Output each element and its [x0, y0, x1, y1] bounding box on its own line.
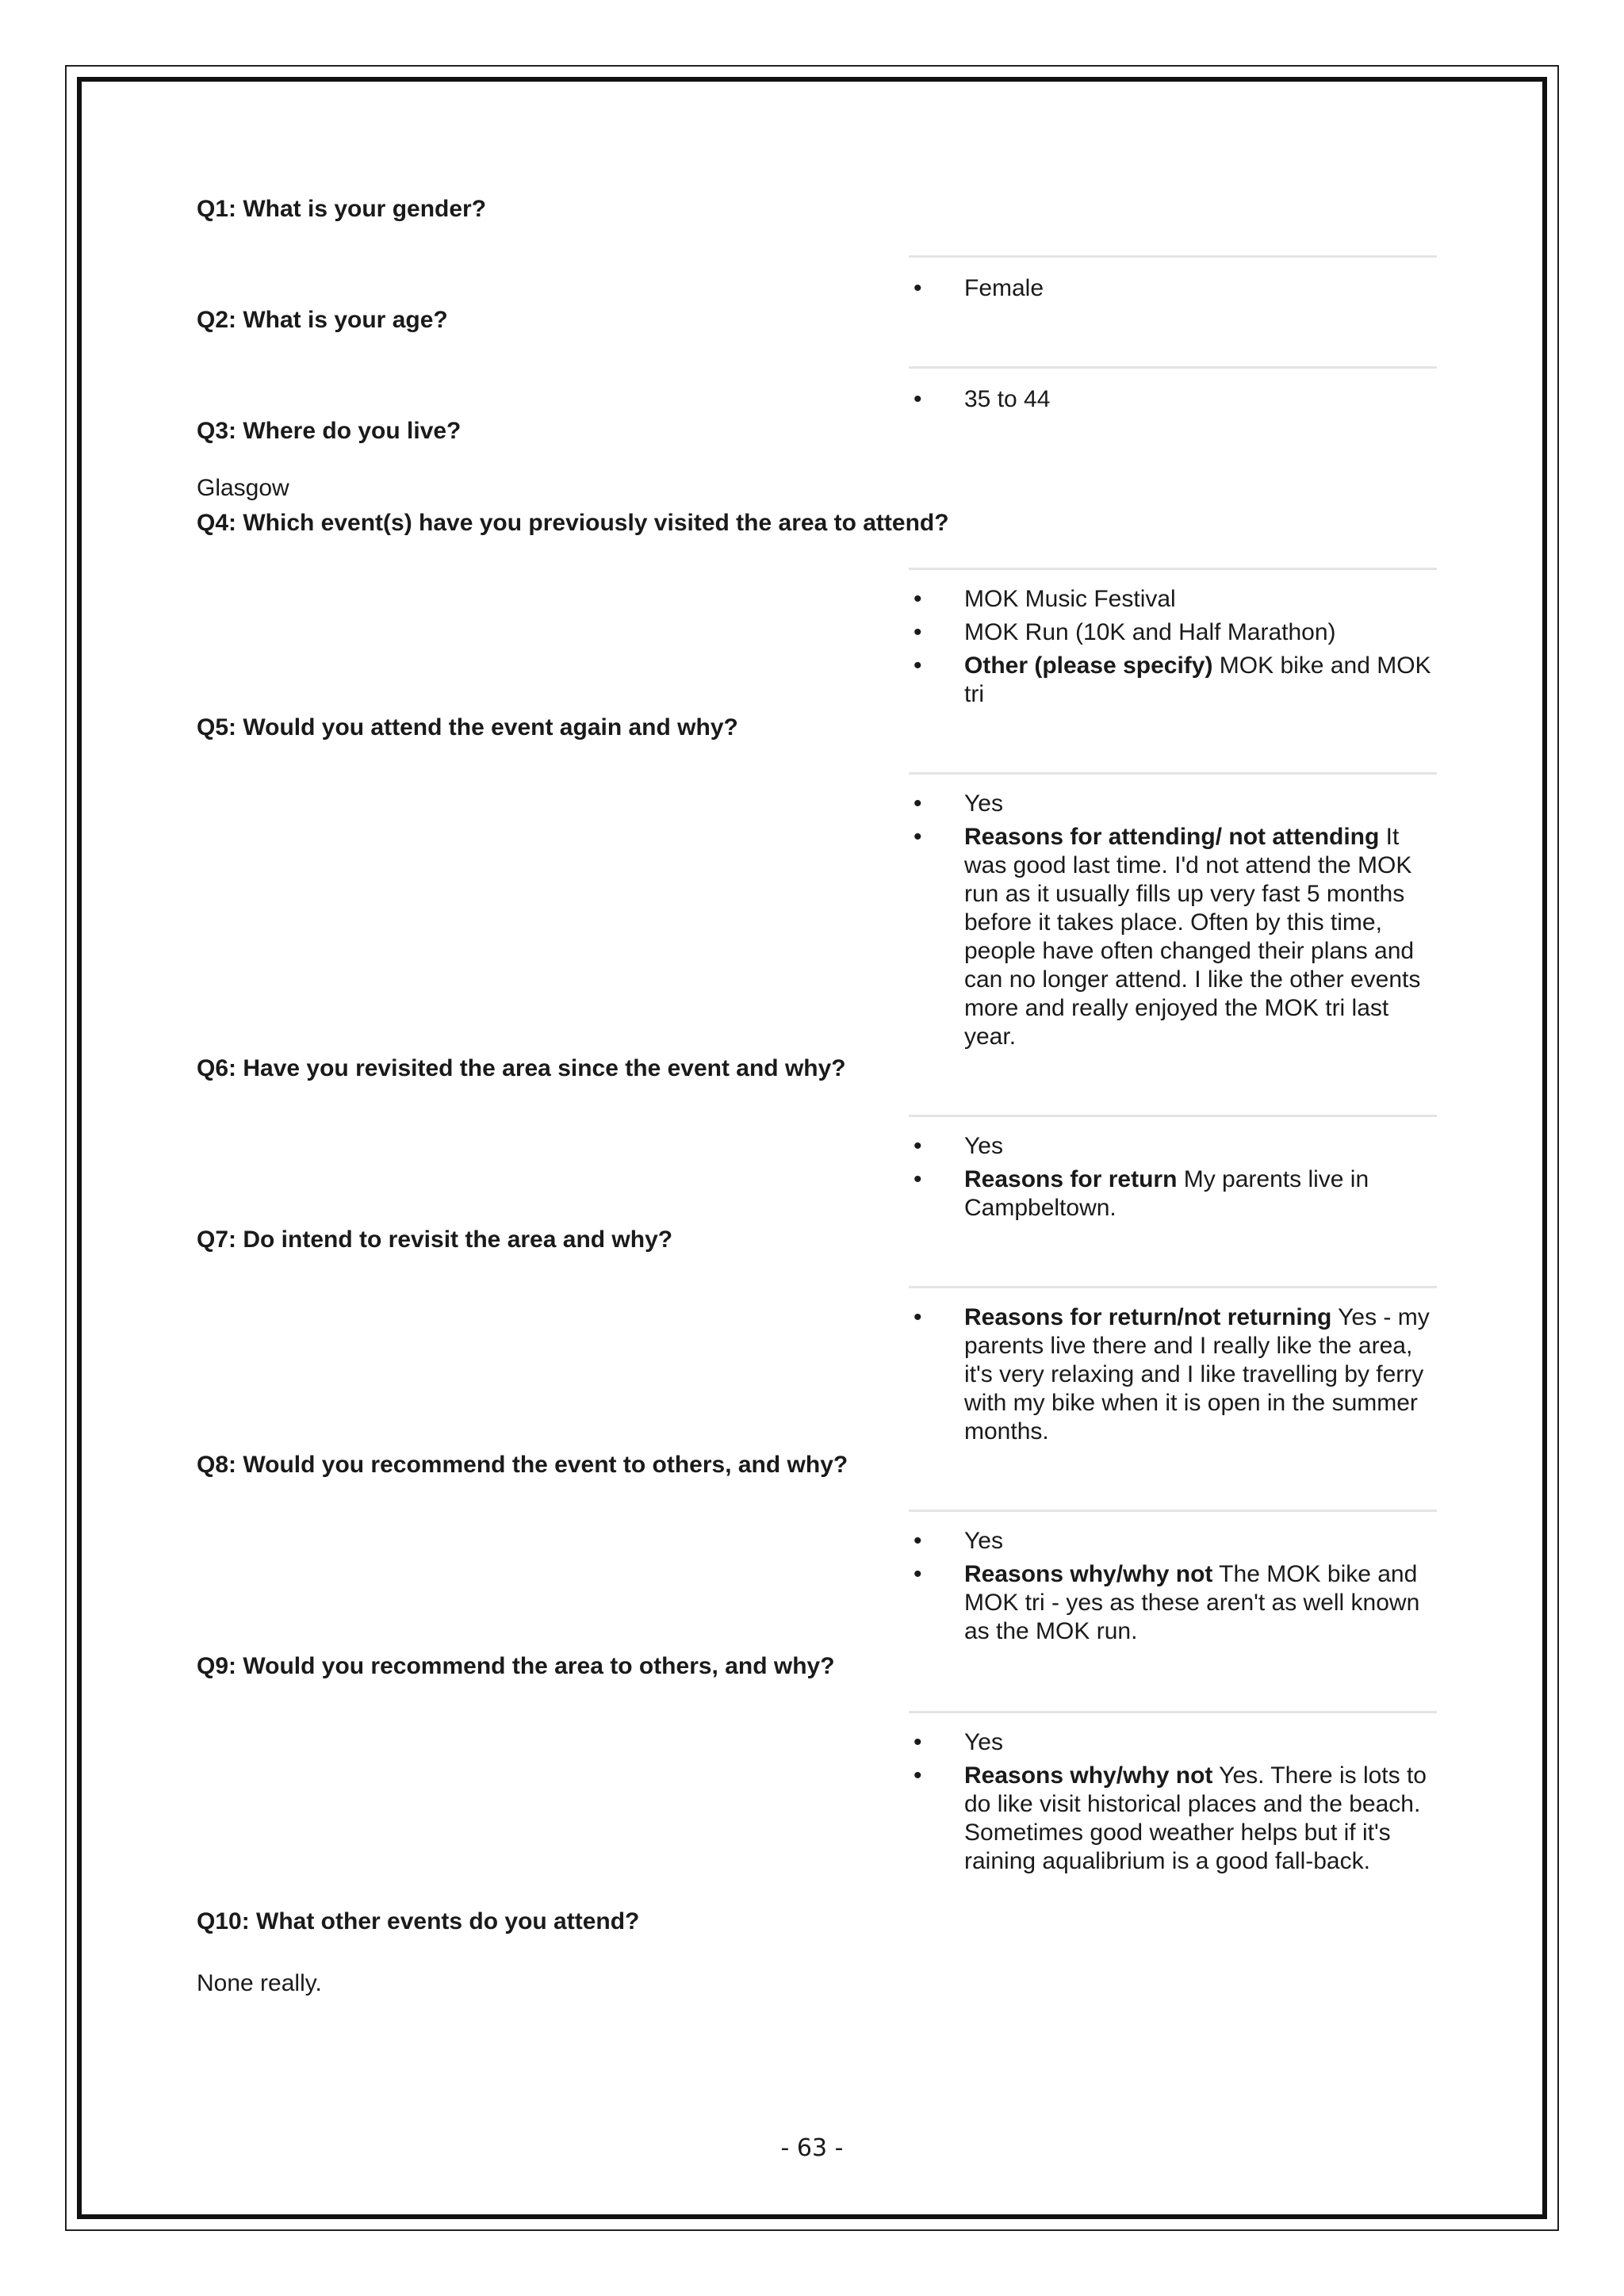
- answer-divider: [909, 772, 1437, 775]
- question-6: Q6: Have you revisited the area since the event and why?: [197, 1055, 846, 1081]
- answer-divider: [909, 255, 1437, 258]
- list-item: • 35 to 44: [909, 385, 1437, 414]
- answer-divider: [909, 366, 1437, 369]
- list-item: • Yes: [909, 1728, 1437, 1757]
- answer-list-q1: [909, 274, 1437, 308]
- list-item: • Yes: [909, 1527, 1437, 1556]
- list-item: • Reasons why/why not Yes. There is lots to do like visit historical places and the beach. Sometimes good weather helps but if it's raining aqualibrium is a good fall-back.: [909, 1762, 1437, 1876]
- answer-list-q6: [909, 1132, 1437, 1227]
- list-item: • Yes: [909, 790, 1437, 818]
- question-5: Q5: Would you attend the event again and why?: [197, 714, 738, 740]
- answer-list-q9: [909, 1728, 1437, 1881]
- answer-divider: [909, 568, 1437, 570]
- list-item: • Reasons for return My parents live in Campbeltown.: [909, 1165, 1437, 1223]
- answer-divider: [909, 1711, 1437, 1713]
- list-item: • Reasons for return/not returning Yes - my parents live there and I really like the area, it's very relaxing and I like travelling by ferry with my bike when it is open in the summer months.: [909, 1303, 1437, 1446]
- question-9: Q9: Would you recommend the area to others, and why?: [197, 1653, 835, 1679]
- question-10: Q10: What other events do you attend?: [197, 1908, 640, 1934]
- question-3: Q3: Where do you live?: [197, 418, 462, 444]
- answer-q10: None really.: [197, 1970, 322, 1996]
- answer-q3: Glasgow: [197, 475, 289, 501]
- list-item: • Other (please specify) MOK bike and MOK tri: [909, 652, 1437, 709]
- answer-divider: [909, 1510, 1437, 1512]
- answer-list-q8: [909, 1527, 1437, 1651]
- answer-list-q7: [909, 1303, 1437, 1451]
- answer-list-q4: [909, 585, 1437, 714]
- answer-list-q2: [909, 385, 1437, 419]
- list-item: • MOK Music Festival: [909, 585, 1437, 614]
- list-item: • Reasons why/why not The MOK bike and MOK tri - yes as these aren't as well known as the MOK run.: [909, 1560, 1437, 1646]
- page-number: - 63 -: [780, 2134, 844, 2162]
- list-item: • Reasons for attending/ not attending It was good last time. I'd not attend the MOK run as it usually fills up very fast 5 months before it takes place. Often by this time, people have often changed their plans and can no longer attend. I like the other events more and really enjoyed the MOK tri last year.: [909, 823, 1437, 1051]
- question-7: Q7: Do intend to revisit the area and why?: [197, 1226, 673, 1253]
- list-item: • MOK Run (10K and Half Marathon): [909, 618, 1437, 647]
- answer-divider: [909, 1115, 1437, 1117]
- question-4: Q4: Which event(s) have you previously visited the area to attend?: [197, 510, 949, 536]
- question-8: Q8: Would you recommend the event to others, and why?: [197, 1452, 848, 1478]
- list-item: • Female: [909, 274, 1437, 303]
- question-1: Q1: What is your gender?: [197, 196, 487, 222]
- list-item: • Yes: [909, 1132, 1437, 1161]
- question-2: Q2: What is your age?: [197, 307, 448, 333]
- answer-list-q5: [909, 790, 1437, 1056]
- answer-divider: [909, 1286, 1437, 1288]
